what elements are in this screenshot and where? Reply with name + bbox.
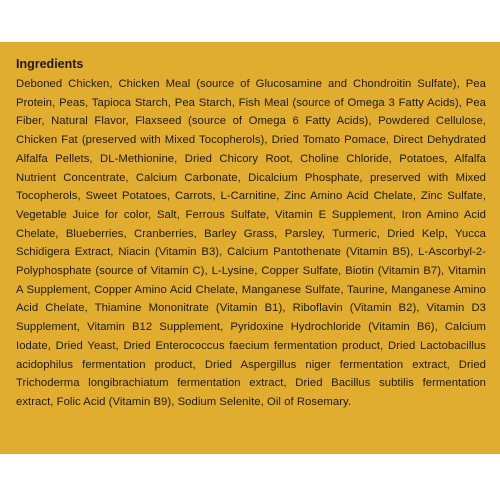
ingredients-panel — [0, 42, 500, 454]
ingredients-list-text: Deboned Chicken, Chicken Meal (source of Glucosamine and Chondroitin Sulfate), Pea Protein, Peas, Tapioca Starch, Pea Starch, Fish Meal (source of Omega 3 Fatty Acids), Pea Fiber, Natural Flavor, Flaxseed (source of Omega 6 Fatty Acids), Powdered Cellulose, Chicken Fat (preserved with Mixed Tocopherols), Dried Tomato Pomace, Direct Dehydrated Alfalfa Pellets, DL-Methionine, Dried Chicory Root, Choline Chloride, Potatoes, Alfalfa Nutrient Concentrate, Calcium Carbonate, Dicalcium Phosphate, preserved with Mixed Tocopherols, Sweet Potatoes, Carrots, L-Carnitine, Zinc Amino Acid Chelate, Zinc Sulfate, Vegetable Juice for color, Salt, Ferrous Sulfate, Vitamin E Supplement, Iron Amino Acid Chelate, Blueberries, Cranberries, Barley Grass, Parsley, Turmeric, Dried Kelp, Yucca Schidigera Extract, Niacin (Vitamin B3), Calcium Pantothenate (Vitamin B5), L-Ascorbyl-2-Polyphosphate (source of Vitamin C), L-Lysine, Copper Sulfate, Biotin (Vitamin B7), Vitamin A Supplement, Copper Amino Acid Chelate, Manganese Sulfate, Taurine, Manganese Amino Acid Chelate, Thiamine Mononitrate (Vitamin B1), Riboflavin (Vitamin B2), Vitamin D3 Supplement, Vitamin B12 Supplement, Pyridoxine Hydrochloride (Vitamin B6), Calcium Iodate, Dried Yeast, Dried Enterococcus faecium fermentation product, Dried Lactobacillus acidophilus fermentation product, Dried Aspergillus niger fermentation extract, Dried Trichoderma longibrachiatum fermentation extract, Dried Bacillus subtilis fermentation extract, Folic Acid (Vitamin B9), Sodium Selenite, Oil of Rosemary. — [16, 78, 486, 408]
ingredients-heading: Ingredients — [16, 57, 84, 71]
